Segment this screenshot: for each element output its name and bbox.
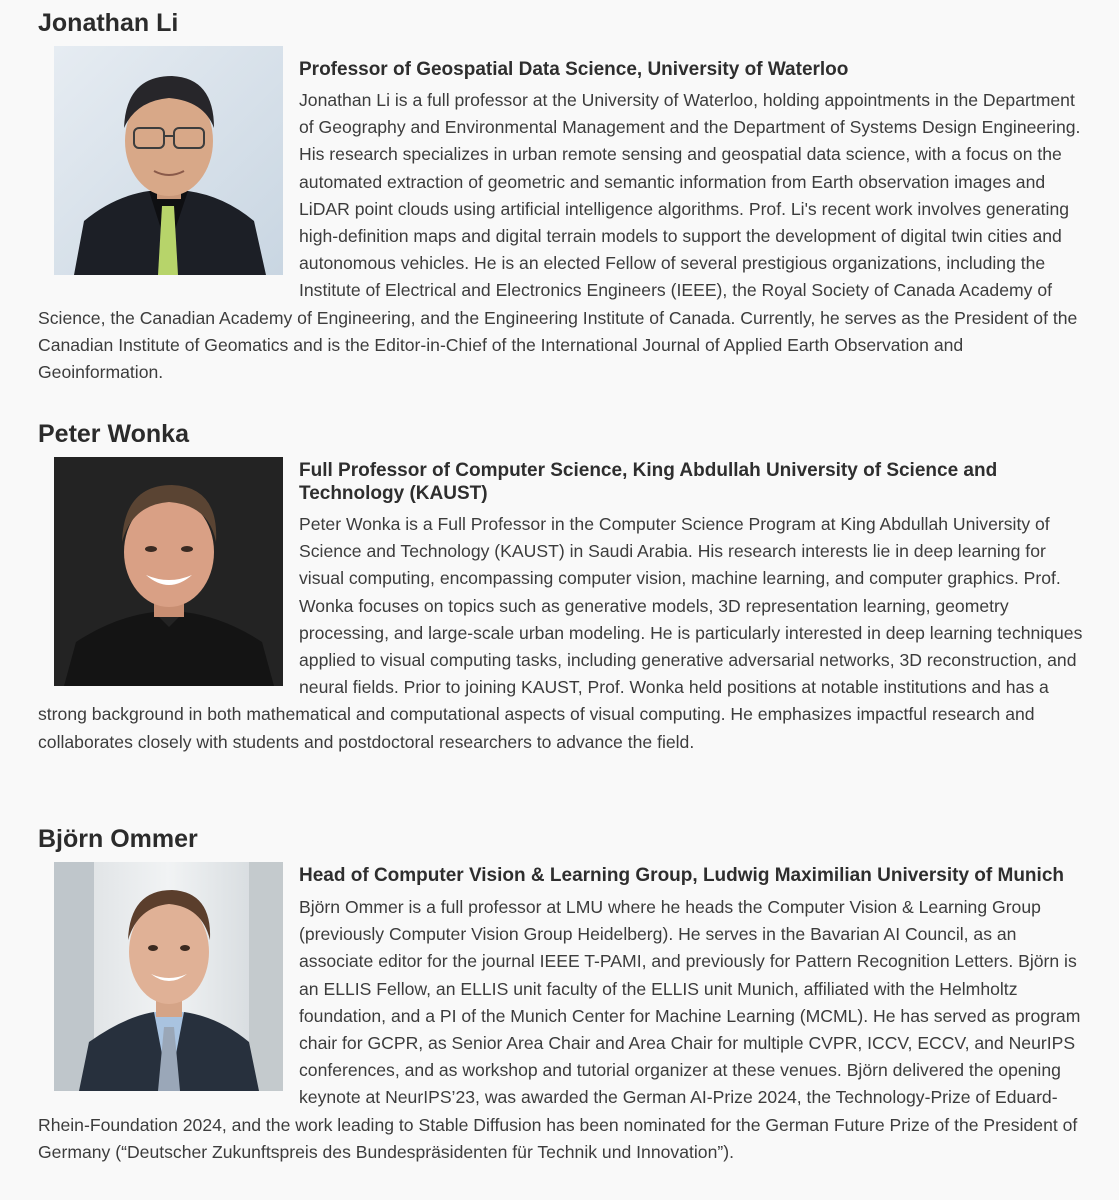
speaker-bio: Jonathan Li is a full professor at the University of Waterloo, holding appointments in the Department of Geography and Environmental Management and the Department of Systems Design Engineering. His research specializes in urban remote sensing and geospatial data science, with a focus on the automated extraction of geometric and semantic information from Earth observation images and LiDAR point clouds using artificial intelligence algorithms. Prof. Li's recent work involves generating high-definition maps and digital terrain models to support the development of digital twin cities and autonomous vehicles. He is an elected Fellow of several prestigious organizations, including the Institute of Electrical and Electronics Engineers (IEEE), the Royal Society of Canada Academy of Science, the Canadian Academy of Engineering, and the Engineering Institute of Canada. Currently, he serves as the President of the Canadian Institute of Geomatics and is the Editor-in-Chief of the International Journal of Applied Earth Observation and Geoinformation. — [38, 90, 1081, 383]
speaker-photo — [54, 862, 283, 1091]
speaker-bjorn-ommer — [38, 810, 1083, 1166]
speaker-peter-wonka — [38, 405, 1083, 810]
speaker-photo — [54, 46, 283, 275]
speaker-title: Head of Computer Vision & Learning Group, Ludwig Maximilian University of Munich — [299, 865, 1064, 886]
speaker-name: Peter Wonka — [38, 420, 189, 448]
speaker-bio: Peter Wonka is a Full Professor in the Computer Science Program at King Abdullah University of Science and Technology (KAUST) in Saudi Arabia. His research interests lie in deep learning for visual computing, encompassing computer vision, machine learning, and computer graphics. Prof. Wonka focuses on topics such as generative models, 3D representation learning, geometry processing, and large-scale urban modeling. He is particularly interested in deep learning techniques applied to visual computing tasks, including generative adversarial networks, 3D reconstruction, and neural fields. Prior to joining KAUST, Prof. Wonka held positions at notable institutions and has a strong background in both mathematical and computational aspects of visual computing. He emphasizes impactful research and collaborates closely with students and postdoctoral researchers to advance the field. — [38, 514, 1083, 752]
speaker-name: Björn Ommer — [38, 825, 198, 853]
speaker-name: Jonathan Li — [38, 9, 179, 37]
speaker-jonathan-li — [38, 0, 1083, 405]
speaker-photo — [54, 457, 283, 686]
speaker-title: Full Professor of Computer Science, King Abdullah University of Science and Technology (KAUST) — [299, 460, 998, 504]
portrait-image — [54, 46, 283, 275]
portrait-image — [54, 862, 283, 1091]
speaker-bio: Björn Ommer is a full professor at LMU where he heads the Computer Vision & Learning Group (previously Computer Vision Group Heidelberg). He serves in the Bavarian AI Council, as an associate editor for the journal IEEE T-PAMI, and previously for Pattern Recognition Letters. Björn is an ELLIS Fellow, an ELLIS unit faculty of the ELLIS unit Munich, affiliated with the Helmholtz foundation, and a PI of the Munich Center for Machine Learning (MCML). He has served as program chair for GCPR, as Senior Area Chair and Area Chair for multiple CVPR, ICCV, ECCV, and NeurIPS conferences, and as workshop and tutorial organizer at these venues. Björn delivered the opening keynote at NeurIPS’23, was awarded the German AI-Prize 2024, the Technology-Prize of Eduard-Rhein-Foundation 2024, and the work leading to Stable Diffusion has been nominated for the German Future Prize of the President of Germany (“Deutscher Zukunftspreis des Bundespräsidenten für Technik und Innovation”). — [38, 897, 1081, 1162]
speaker-title: Professor of Geospatial Data Science, University of Waterloo — [299, 59, 849, 80]
portrait-image — [54, 457, 283, 686]
